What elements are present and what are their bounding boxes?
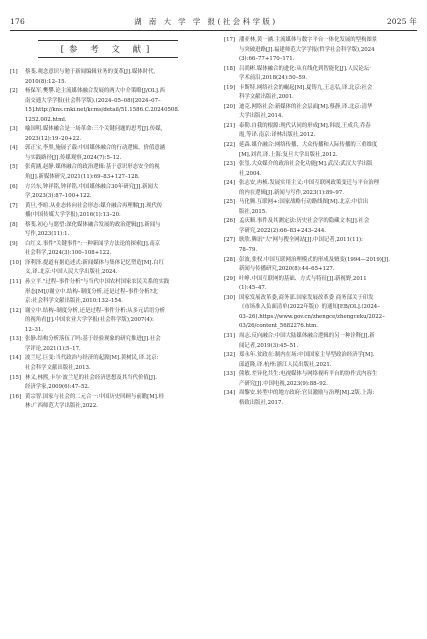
reference-text bbox=[25, 163, 205, 182]
reference-line: 卡斯特.网络社会的崛起[M].夏铸九,王志弘,译.北京:社会 bbox=[239, 84, 373, 91]
reference-line: 孙立平."过程–事件分析"与当代中国农村国家农民关系的实践 bbox=[25, 279, 170, 286]
reference-text bbox=[25, 240, 205, 259]
reference-number: [20] bbox=[224, 103, 236, 110]
reference-entry bbox=[224, 294, 419, 332]
reference-line: 1252.002.html. bbox=[25, 116, 67, 123]
reference-text bbox=[25, 183, 205, 202]
reference-number: [24] bbox=[224, 180, 236, 187]
reference-line: 泽利泽.提道有据追述式:新闻媒体与集体记忆塑造[M].白红 bbox=[25, 259, 164, 266]
reference-number: [7] bbox=[10, 202, 18, 209]
reference-number: [6] bbox=[10, 183, 18, 190]
reference-entry bbox=[224, 389, 419, 408]
reference-number: [29] bbox=[224, 275, 236, 282]
reference-line: 学研究,2022(2):66–83+243–244. bbox=[239, 227, 326, 234]
reference-line: 社,2004. bbox=[239, 170, 262, 177]
reference-line: 角[J].新媒体研究,2021(11):69–83+127–128. bbox=[25, 174, 140, 181]
reference-line: 周志.反向融合:中国大陆媒体融合逻辑的另一种诠释[J].新 bbox=[239, 332, 375, 339]
reference-text bbox=[25, 202, 205, 221]
reference-text bbox=[239, 275, 419, 294]
reference-line: 林义,林熙,卡尔·波兰尼的社会经济思想及其当代价值[J]. bbox=[25, 374, 157, 381]
reference-line: 播(中国传媒大学学报),2016(1):13–20. bbox=[25, 212, 121, 219]
reference-entry bbox=[224, 275, 419, 294]
reference-entry bbox=[10, 68, 205, 87]
reference-text bbox=[25, 87, 205, 125]
reference-entry bbox=[10, 259, 205, 278]
reference-entry bbox=[224, 84, 419, 103]
reference-line: 潘亚林,黄一涵.主流媒体与数字平台一体化发展的型构图景 bbox=[239, 37, 378, 43]
reference-line: 张玺.大众媒介的政治社会化功能[M].武汉:武汉大学出版 bbox=[239, 161, 373, 168]
reference-line: 郭正宝,李黑,施展子载:中国媒体融合的行动逻辑、价值意涵 bbox=[25, 145, 166, 152]
reference-number: [28] bbox=[224, 256, 236, 263]
reference-line: 谢立中.结构–制度分析,还是过程–事件分析:从多元话语分析 bbox=[25, 307, 166, 314]
reference-line: 耿欣.腾讯"大"网与搜全网站[J].中国记者,2011(11): bbox=[239, 237, 363, 244]
reference-line: 孟庆顺.事件及其测定法:历史社会学的隐藏文本[J].社会 bbox=[239, 218, 370, 225]
reference-line: 周黎安.转型中的地方政府:官员激励与治理[M].2版.上海: bbox=[239, 390, 375, 397]
reference-number: [10] bbox=[10, 259, 22, 266]
reference-number: [17] bbox=[224, 37, 236, 43]
reference-line: 泰勒.自我的根源:现代认同的形成[M].韩震,王成兵,乔春 bbox=[239, 122, 371, 129]
reference-line: 2023(12):19–20+22. bbox=[25, 135, 82, 142]
reference-number: [3] bbox=[10, 126, 18, 133]
reference-number: [11] bbox=[10, 279, 22, 286]
reference-number: [33] bbox=[224, 371, 236, 378]
right-column bbox=[224, 36, 419, 408]
reference-number: [34] bbox=[224, 390, 236, 397]
reference-number: [32] bbox=[224, 352, 236, 359]
reference-line: 邱道隆,译.杭州:浙江人民出版社,2021. bbox=[239, 361, 332, 368]
reference-line: 彭波,张权.中国互联网治理模式的形成及嬗变(1994—2019)[J]. bbox=[239, 256, 390, 263]
reference-list-left bbox=[10, 68, 205, 412]
reference-number: [23] bbox=[224, 161, 236, 168]
reference-line: 产研究[J].中国电视,2023(9):88–92. bbox=[239, 380, 328, 387]
reference-entry bbox=[10, 202, 205, 221]
reference-entry bbox=[224, 179, 419, 198]
reference-entry bbox=[224, 217, 419, 236]
reference-number: [4] bbox=[10, 145, 18, 152]
reference-entry bbox=[10, 87, 205, 125]
reference-number: [9] bbox=[10, 240, 18, 247]
reference-line: 学术前沿,2018(24):50–59. bbox=[239, 75, 308, 82]
reference-line: 写作,2023(11):1. bbox=[25, 231, 70, 238]
reference-entry bbox=[224, 160, 419, 179]
reference-line: 蔡斐.初心与愿望:深化媒体融合发展的政治逻辑[J].新闻与 bbox=[25, 221, 161, 228]
reference-line: 喻国明.媒体融合是一场革命:三个关键问题的思考[J].传媒, bbox=[25, 126, 163, 133]
reference-line: 学,2023(3):87–100+122. bbox=[25, 193, 92, 200]
reference-line: 的视角看[J].中国农业大学学报(社会科学版),2007(4): bbox=[25, 317, 154, 324]
reference-line: 15].http://kns.cnki.net/kcms/detail/51.1586.C.20240508. bbox=[25, 107, 180, 114]
reference-line: 张静.结构分析落伍了吗:基于经验现象的研究推进[J].社会 bbox=[25, 336, 161, 343]
reference-number: [26] bbox=[224, 218, 236, 225]
reference-number: [8] bbox=[10, 221, 18, 228]
reference-line: 大学出版社,2014. bbox=[239, 113, 284, 120]
reference-line: 吕尚彬.媒体融合的进化:从在线化到智能化[J].人民论坛· bbox=[239, 65, 371, 72]
reference-text bbox=[239, 256, 419, 275]
reference-line: 蔡斐.观念意识与勉于新闻编辑业务的变革[J].媒体时代, bbox=[25, 69, 156, 75]
reference-line: 张志安,冉桢.发展实用主义:中国互联网政策变迁与平台治理 bbox=[239, 180, 380, 187]
reference-text bbox=[25, 354, 205, 373]
reference-line: 马化腾.互联网+:国家战略行动路线图[M].北京:中信出 bbox=[239, 199, 369, 206]
reference-line: 国家发展改革委,商务部.国家发展改革委 商务部关于印发 bbox=[239, 294, 374, 301]
reference-entry bbox=[10, 374, 205, 393]
reference-entry bbox=[10, 393, 205, 412]
reference-number: [1] bbox=[10, 69, 18, 75]
reference-line: 03/26/content_5682276.htm. bbox=[239, 323, 318, 330]
reference-entry bbox=[224, 141, 419, 160]
reference-number: [18] bbox=[224, 65, 236, 72]
reference-line: 迪克.网络社会:新媒体的社会层面[M].蔡静,译.北京:清华 bbox=[239, 103, 373, 110]
reference-line: 格致出版社,2017. bbox=[239, 399, 284, 406]
reference-line: 波兰尼.巨变:当代政治与经济的起源[M].黄树民,译.北京: bbox=[25, 355, 159, 362]
reference-entry bbox=[10, 307, 205, 336]
reference-entry bbox=[224, 236, 419, 255]
reference-line: 的内在逻辑[J].新闻与写作,2023(1):89–97. bbox=[239, 189, 344, 196]
reference-line: 78–79. bbox=[239, 247, 258, 254]
reference-line: 新闻与传播研究,2020(8):44–65+127. bbox=[239, 266, 335, 273]
reference-line: 与实践路径[J].传媒观察,2024(7):5–12. bbox=[25, 154, 122, 161]
reference-entry bbox=[10, 335, 205, 354]
reference-text bbox=[239, 332, 419, 351]
reference-entry bbox=[10, 163, 205, 182]
reference-line: 白红义.事件"关键事件":一种新闻学方法论的探索[J].南京 bbox=[25, 240, 161, 247]
reference-entry bbox=[224, 103, 419, 122]
reference-text bbox=[25, 259, 205, 278]
reference-number: [27] bbox=[224, 237, 236, 244]
reference-line: 叶峥.中国互联网的基础、方式与特征[J].新视野,2011 bbox=[239, 275, 367, 282]
reference-line: 熊敏.差异化共生:电视媒体与网络视听平台的协作式内容生 bbox=[239, 371, 378, 378]
reference-entry bbox=[224, 256, 419, 275]
reference-text bbox=[25, 307, 205, 336]
reference-number: [31] bbox=[224, 332, 236, 339]
reference-number: [12] bbox=[10, 307, 22, 314]
reference-entry bbox=[224, 65, 419, 84]
reference-number: [16] bbox=[10, 393, 22, 400]
reference-text bbox=[25, 144, 205, 163]
reference-line: 霞,等译.南京:译林出版社,2012. bbox=[239, 132, 316, 139]
reference-line: 经济学家,2009(6):47–52. bbox=[25, 384, 90, 391]
reference-text bbox=[239, 389, 419, 408]
reference-text bbox=[239, 179, 419, 198]
reference-text bbox=[239, 160, 419, 179]
reference-entry bbox=[224, 198, 419, 217]
reference-line: 学评论,2021(1):5–17. bbox=[25, 345, 81, 352]
reference-list-right bbox=[224, 36, 419, 408]
reference-line: 杨保军,樊攀.论主流媒体融合发展的两大中介策略[J/OL].西 bbox=[25, 88, 165, 95]
reference-text bbox=[25, 68, 205, 87]
reference-text bbox=[239, 198, 419, 217]
reference-line: 社会科学,2024(3):100–108+122. bbox=[25, 250, 112, 257]
reference-text bbox=[239, 65, 419, 84]
reference-number: [22] bbox=[224, 142, 236, 149]
journal-title: 湖 南 大 学 学 报(社会科学版) bbox=[134, 16, 278, 26]
reference-number: [5] bbox=[10, 164, 18, 171]
left-column bbox=[10, 36, 205, 412]
reference-text bbox=[25, 335, 205, 354]
references-heading: [参 考 文 献] bbox=[38, 40, 178, 58]
reference-line: 京:社会科学文献出版社,2010:132–154. bbox=[25, 298, 123, 305]
reference-line: 《市场准入负面清单(2022年版)》的通知[EB/OL].(2024– bbox=[239, 304, 380, 311]
header-rule bbox=[10, 30, 417, 31]
reference-entry bbox=[10, 240, 205, 259]
reference-line: (1):45–47. bbox=[239, 285, 267, 292]
reference-entry bbox=[224, 351, 419, 370]
reference-text bbox=[25, 221, 205, 240]
reference-text bbox=[239, 370, 419, 389]
reference-line: 形态[M]//谢立中.结构–制度分析,还是过程–事件分析?北 bbox=[25, 288, 158, 295]
reference-text bbox=[239, 236, 419, 255]
reference-number: [30] bbox=[224, 294, 236, 301]
reference-text bbox=[239, 294, 419, 332]
reference-text bbox=[239, 351, 419, 370]
reference-entry bbox=[224, 332, 419, 351]
reference-line: 闻记者,2019(3):45–51. bbox=[239, 342, 299, 349]
reference-entry bbox=[10, 278, 205, 307]
reference-number: [2] bbox=[10, 88, 18, 95]
reference-line: 2010(8):12–15. bbox=[25, 78, 67, 85]
reference-number: [14] bbox=[10, 355, 22, 362]
reference-line: (3):66–77+170–171. bbox=[239, 56, 295, 63]
running-header bbox=[10, 14, 417, 28]
reference-text bbox=[25, 374, 205, 393]
reference-number: [21] bbox=[224, 122, 236, 129]
reference-entry bbox=[224, 122, 419, 141]
reference-text bbox=[25, 278, 205, 307]
reference-entry bbox=[10, 354, 205, 373]
reference-line: 与突破进路[J].福建师范大学学报(哲学社会科学版),2024 bbox=[239, 46, 375, 53]
reference-number: [15] bbox=[10, 374, 22, 381]
reference-text bbox=[239, 103, 419, 122]
reference-text bbox=[239, 36, 419, 65]
reference-text bbox=[239, 84, 419, 103]
reference-text bbox=[239, 141, 419, 160]
reference-number: [25] bbox=[224, 199, 236, 206]
page-number: 176 bbox=[10, 16, 25, 26]
header-year: 2025 年 bbox=[386, 16, 417, 26]
reference-entry bbox=[10, 183, 205, 202]
reference-line: 延森.媒介融合:网络传播、大众传播和人际传播的三重维度 bbox=[239, 142, 378, 149]
reference-line: 郑永年.贫政在:制内在场:中国国家主导型政治经济学[M]. bbox=[239, 352, 375, 359]
reference-line: 黄旦,李暄.从业态转向社会形态:媒介融合再理解[J].现代传 bbox=[25, 202, 163, 209]
reference-line: 版社,2015. bbox=[239, 208, 267, 215]
reference-line: 南交通大学学报(社会科学版).(2024–05–08)[2024–07– bbox=[25, 97, 161, 104]
reference-line: 黄宗智.国家与社会的二元合一:中国历史回顾与前瞻[M].桂 bbox=[25, 393, 164, 400]
reference-line: 义,译.北京:中国人民大学出版社,2024. bbox=[25, 269, 118, 276]
reference-entry bbox=[10, 125, 205, 144]
reference-text bbox=[239, 217, 419, 236]
reference-entry bbox=[10, 144, 205, 163]
reference-text bbox=[25, 125, 205, 144]
reference-number: [13] bbox=[10, 336, 22, 343]
reference-text bbox=[239, 122, 419, 141]
reference-entry bbox=[224, 36, 419, 65]
reference-line: 03–26).https://www.gov.cn/zhengce/zhengceku/2022– bbox=[239, 313, 385, 320]
reference-line: 林:广西师范大学出版社,2022. bbox=[25, 403, 98, 410]
reference-line: 社会科学文献出版社,2013. bbox=[25, 364, 91, 371]
reference-entry bbox=[10, 221, 205, 240]
reference-number: [19] bbox=[224, 84, 236, 91]
reference-entry bbox=[224, 370, 419, 389]
reference-line: 科学文献出版社,2001. bbox=[239, 94, 294, 101]
reference-line: 12–31. bbox=[25, 326, 44, 333]
reference-line: [M].刘君,译.上海:复旦大学出版社,2012. bbox=[239, 151, 338, 158]
reference-text bbox=[25, 393, 205, 412]
reference-line: 张荷涵,赵静.媒体融合的政治逻辑:基于意识形态安全的视 bbox=[25, 164, 160, 171]
reference-line: 方兴东,钟祥铭,钟祥铭.中国媒体融合30年研究[J].新闻大 bbox=[25, 183, 159, 190]
